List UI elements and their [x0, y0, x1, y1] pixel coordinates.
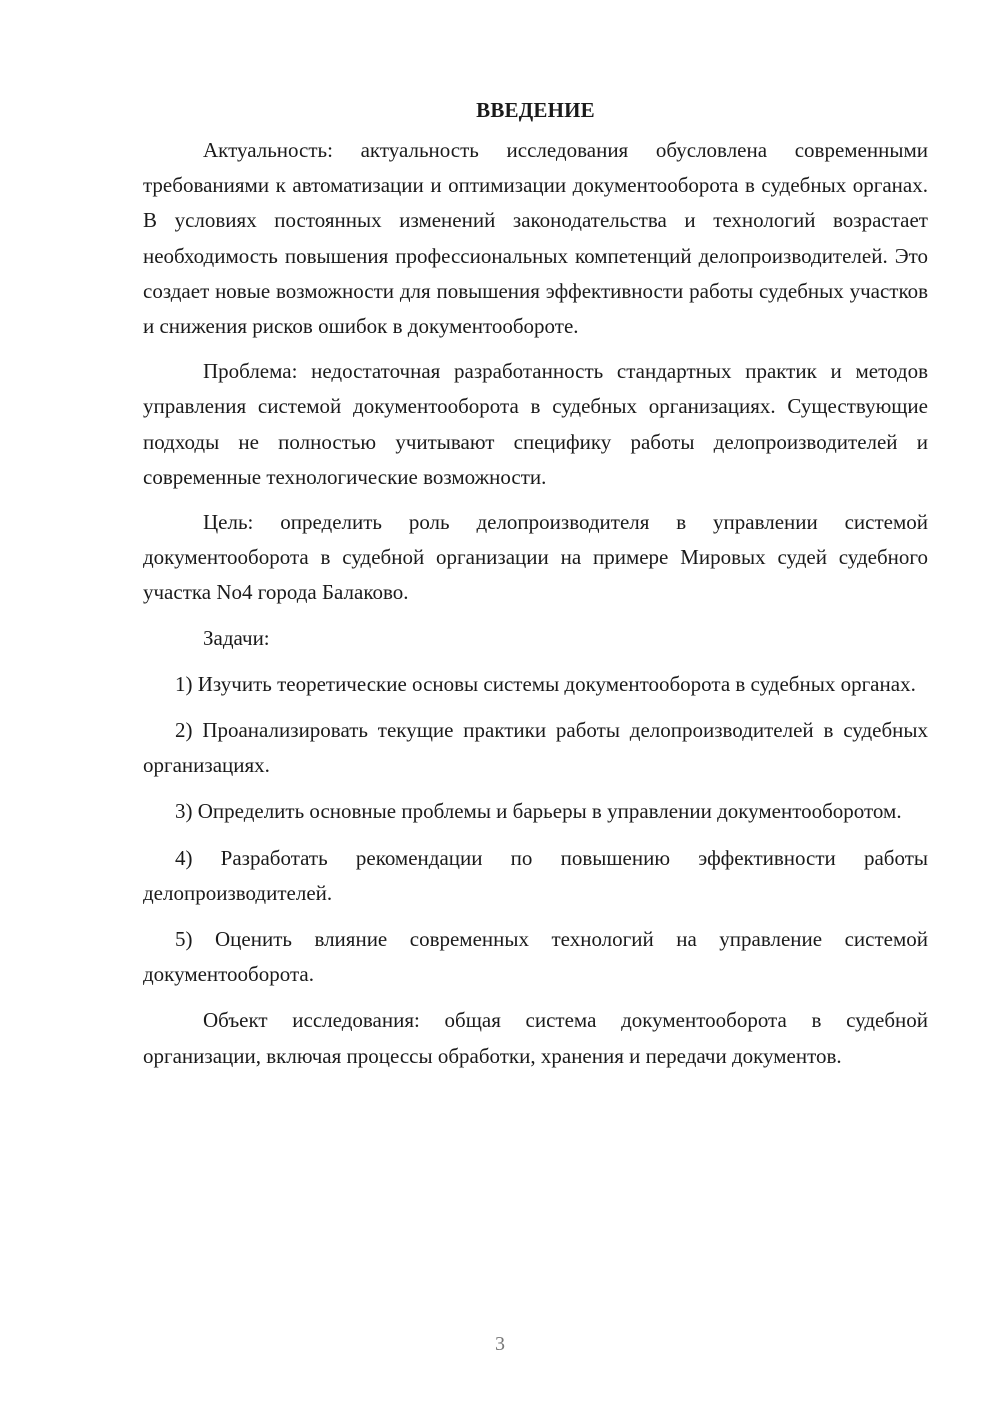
task-item-2: 2) Проанализировать текущие практики работы делопроизводителей в судебных организациях.	[143, 718, 928, 778]
task-item-3: 3) Определить основные проблемы и барьеры в управлении документооборотом.	[175, 799, 902, 824]
problem-paragraph: Проблема: недостаточная разработанность стандартных практик и методов управления системой документооборота в судебных организациях. Существующие подходы не полностью учитывают специфику работы делопроизводителей и современные технологические возможности.	[143, 359, 928, 489]
page-number: 3	[495, 1333, 505, 1355]
task-item-4: 4) Разработать рекомендации по повышению эффективности работы делопроизводителей.	[143, 845, 928, 905]
relevance-paragraph: Актуальность: актуальность исследования обусловлена современными требованиями к автоматизации и оптимизации документооборота в судебных органах. В условиях постоянных изменений законодательства и технологий возрастает необходимость повышения профессиональных компетенций делопроизводителей. Это создает новые возможности для повышения эффективности работы судебных участков и снижения рисков ошибок в документообороте.	[143, 138, 928, 339]
goal-paragraph: Цель: определить роль делопроизводителя в управлении системой документооборота в судебной организации на примере Мировых судей судебного участка No4 города Балаково.	[143, 510, 928, 605]
task-item-1: 1) Изучить теоретические основы системы документооборота в судебных органах.	[175, 671, 916, 696]
tasks-label: Задачи:	[203, 625, 270, 650]
document-page	[143, 94, 928, 1074]
object-paragraph: Объект исследования: общая система документооборота в судебной организации, включая процессы обработки, хранения и передачи документов.	[143, 1008, 928, 1068]
section-heading: ВВЕДЕНИЕ	[476, 98, 595, 122]
task-item-5: 5) Оценить влияние современных технологий на управление системой документооборота.	[143, 927, 928, 987]
